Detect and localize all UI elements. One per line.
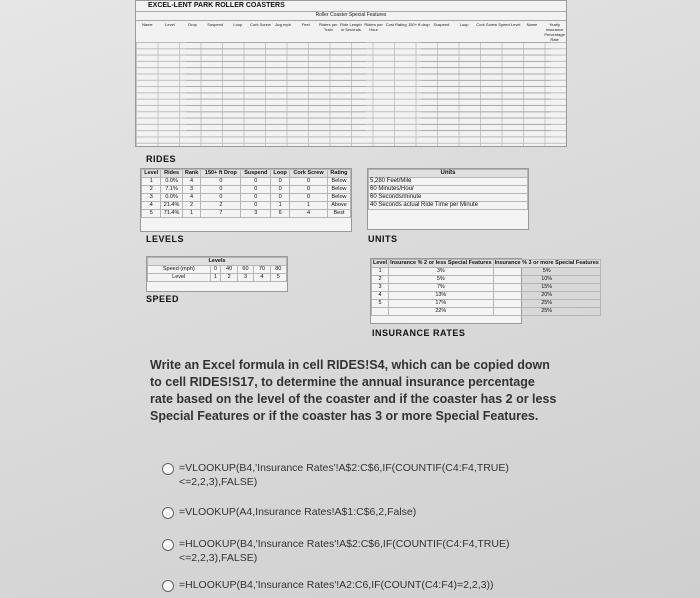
table-cell: Cork Screw	[290, 170, 328, 178]
column-header: Name	[526, 22, 538, 27]
column-header: 150+ ft drop	[408, 22, 430, 27]
table-cell: 71.4%	[161, 210, 182, 218]
column-header: Suspend	[433, 22, 450, 27]
table-row	[372, 300, 601, 308]
table-cell: Suspend	[241, 170, 271, 178]
table-cell: 0	[271, 186, 290, 194]
table-cell: 150+ ft Drop	[201, 170, 241, 178]
sheet-subtitle: Roller Coaster Special Features	[136, 11, 566, 21]
table-cell: 2	[372, 276, 389, 284]
column-header: Cork Screw	[250, 22, 271, 27]
table-cell: Below	[327, 194, 350, 202]
column-header: Suspend	[207, 22, 224, 27]
column-header: Riders per Train	[319, 22, 338, 32]
column-header: Loop	[233, 22, 243, 27]
option-text: =HLOOKUP(B4,'Insurance Rates'!A2:C6,IF(COUNT(C4:F4)=2,2,3))	[179, 579, 494, 591]
table-cell: 2	[201, 202, 241, 210]
table-cell: 1	[182, 210, 201, 218]
table-cell: 3	[372, 284, 389, 292]
table-row	[142, 210, 351, 218]
table-row	[142, 170, 351, 178]
units-table	[367, 168, 529, 230]
table-cell: Insurance % 3 or more Special Features	[494, 260, 599, 266]
table-cell: 4	[254, 274, 270, 282]
table-cell: 0	[201, 186, 241, 194]
rides-spreadsheet	[135, 0, 567, 147]
table-row	[142, 194, 351, 202]
insurance-table	[370, 258, 599, 324]
speed-table	[146, 256, 288, 292]
column-header: Riders per Hour	[364, 22, 383, 32]
table-cell: 5	[270, 274, 286, 282]
table-row	[372, 292, 601, 300]
table-cell: 4	[182, 194, 201, 202]
sheet-title: EXCEL-LENT PARK ROLLER COASTERS	[136, 1, 566, 12]
column-header: Drop	[188, 22, 197, 27]
table-cell: 2	[221, 274, 237, 282]
table-cell: 21.4%	[161, 202, 182, 210]
rides-label: RIDES	[146, 154, 177, 164]
table-cell: Level	[148, 274, 211, 282]
units-row: 5,280 Feet/Mile	[369, 178, 528, 186]
table-cell: 0	[271, 178, 290, 186]
answer-option-1[interactable]	[162, 461, 562, 489]
table-cell: 3	[237, 274, 253, 282]
column-header: Cork Screw	[476, 22, 498, 27]
table-row	[372, 308, 601, 316]
table-cell: 25%	[493, 308, 600, 316]
table-cell: Rides	[161, 170, 182, 178]
table-cell: Best	[327, 210, 350, 218]
table-cell: 17%	[389, 300, 494, 308]
table-cell: 7%	[389, 284, 494, 292]
table-cell: 0.0%	[161, 178, 182, 186]
sheet-data-block	[186, 42, 366, 137]
column-header: Yearly Insurance Percentage Rate	[544, 22, 565, 42]
sheet-right-block	[421, 42, 551, 137]
table-cell: 4	[182, 178, 201, 186]
table-cell: 5%	[389, 276, 494, 284]
column-header: Name	[141, 22, 153, 27]
speed-caption: Levels	[148, 258, 287, 266]
table-cell: 4	[142, 202, 161, 210]
table-cell: Below	[327, 178, 350, 186]
table-row	[372, 276, 601, 284]
table-cell: 0	[290, 178, 328, 186]
table-cell: 0.0%	[161, 194, 182, 202]
table-cell: Insurance % 2 or less Special Features	[390, 260, 492, 266]
table-row	[142, 186, 351, 194]
table-cell: 3	[241, 210, 271, 218]
table-cell: 5%	[493, 268, 600, 276]
table-cell: 60	[237, 266, 253, 274]
table-cell: 1	[210, 274, 221, 282]
radio-button[interactable]	[162, 539, 174, 551]
question-text: Write an Excel formula in cell RIDES!S4, which can be copied down to cell RIDES!S17, to determine the annual insurance percentage rate based on the level of the coaster and if the coaster has 2 or less Special Features or if the coaster has 3 or more Special Features.	[150, 358, 557, 423]
table-cell: 6	[271, 210, 290, 218]
table-cell: 4	[372, 292, 389, 300]
table-cell: 3	[142, 194, 161, 202]
answer-option-4[interactable]	[162, 578, 562, 592]
levels-table	[140, 168, 352, 232]
table-cell: 0	[241, 178, 271, 186]
table-row	[148, 274, 287, 282]
table-cell: Above	[327, 202, 350, 210]
table-cell: 0	[290, 194, 328, 202]
table-cell: 5	[372, 300, 389, 308]
table-cell: 4	[290, 210, 328, 218]
table-cell: 0	[241, 186, 271, 194]
option-text: =HLOOKUP(B4,'Insurance Rates'!A$2:C$6,IF(COUNTIF(C4:F4,TRUE)<=2,2,3),FALSE)	[179, 538, 510, 564]
table-cell: 0	[241, 202, 271, 210]
insurance-label: INSURANCE RATES	[372, 328, 466, 338]
column-header: Ride Length in Seconds	[340, 22, 362, 32]
table-cell: Speed (mph)	[148, 266, 211, 274]
table-cell: 10%	[493, 276, 600, 284]
table-cell: 1	[142, 178, 161, 186]
sheet-header-row	[136, 20, 566, 43]
units-label: UNITS	[368, 234, 398, 244]
table-cell	[372, 308, 389, 316]
table-cell: 13%	[389, 292, 494, 300]
table-cell: 22%	[389, 308, 494, 316]
table-cell: 3%	[389, 268, 494, 276]
table-cell: 0	[271, 194, 290, 202]
table-cell: 7	[201, 210, 241, 218]
column-header: Feet	[301, 22, 310, 27]
table-cell: 1	[271, 202, 290, 210]
table-cell: 5	[142, 210, 161, 218]
table-cell: 1	[372, 268, 389, 276]
speed-label: SPEED	[146, 294, 180, 304]
levels-label: LEVELS	[146, 234, 185, 244]
table-cell: Level	[373, 260, 388, 266]
table-cell: 2	[142, 186, 161, 194]
column-header: Loop	[459, 22, 469, 27]
table-row	[142, 178, 351, 186]
table-cell: 70	[254, 266, 270, 274]
column-header: Cost Rating	[385, 22, 407, 27]
table-cell: 25%	[493, 300, 600, 308]
table-row	[142, 202, 351, 210]
option-text: =VLOOKUP(B4,'Insurance Rates'!A$2:C$6,IF(COUNTIF(C4:F4,TRUE)<=2,2,3),FALSE)	[179, 462, 509, 488]
radio-button[interactable]	[162, 507, 174, 519]
table-cell: Loop	[271, 170, 290, 178]
column-header: Speed Level	[498, 22, 521, 27]
units-row: 60 Minutes/Hour	[369, 186, 528, 194]
table-cell: 80	[270, 266, 286, 274]
table-cell: 0	[290, 186, 328, 194]
table-cell: 40	[221, 266, 237, 274]
table-row	[372, 268, 601, 276]
column-header: Level	[165, 22, 175, 27]
table-cell: 0	[201, 194, 241, 202]
table-cell: Rating	[327, 170, 350, 178]
units-title: Units	[369, 170, 528, 178]
table-cell: Below	[327, 186, 350, 194]
table-cell: 0	[241, 194, 271, 202]
units-row: 60 Seconds/minute	[369, 194, 528, 202]
table-cell: 2	[182, 202, 201, 210]
table-cell: 20%	[493, 292, 600, 300]
table-row	[372, 260, 601, 268]
answer-option-2[interactable]	[162, 505, 562, 519]
column-header: Avg mph	[275, 22, 291, 27]
answer-option-3[interactable]	[162, 537, 562, 565]
radio-button[interactable]	[162, 463, 174, 475]
table-cell: 0	[201, 178, 241, 186]
table-cell: 3	[182, 186, 201, 194]
radio-button[interactable]	[162, 580, 174, 592]
table-cell: Level	[142, 170, 161, 178]
units-row: 40 Seconds actual Ride Time per Minute	[369, 202, 528, 210]
table-cell: 1	[290, 202, 328, 210]
table-cell: 15%	[493, 284, 600, 292]
table-cell: 0	[210, 266, 221, 274]
table-row	[148, 266, 287, 274]
table-cell: Rank	[182, 170, 201, 178]
table-cell: 7.1%	[161, 186, 182, 194]
option-text: =VLOOKUP(A4,Insurance Rates!A$1:C$6,2,False)	[179, 506, 417, 518]
table-row	[372, 284, 601, 292]
